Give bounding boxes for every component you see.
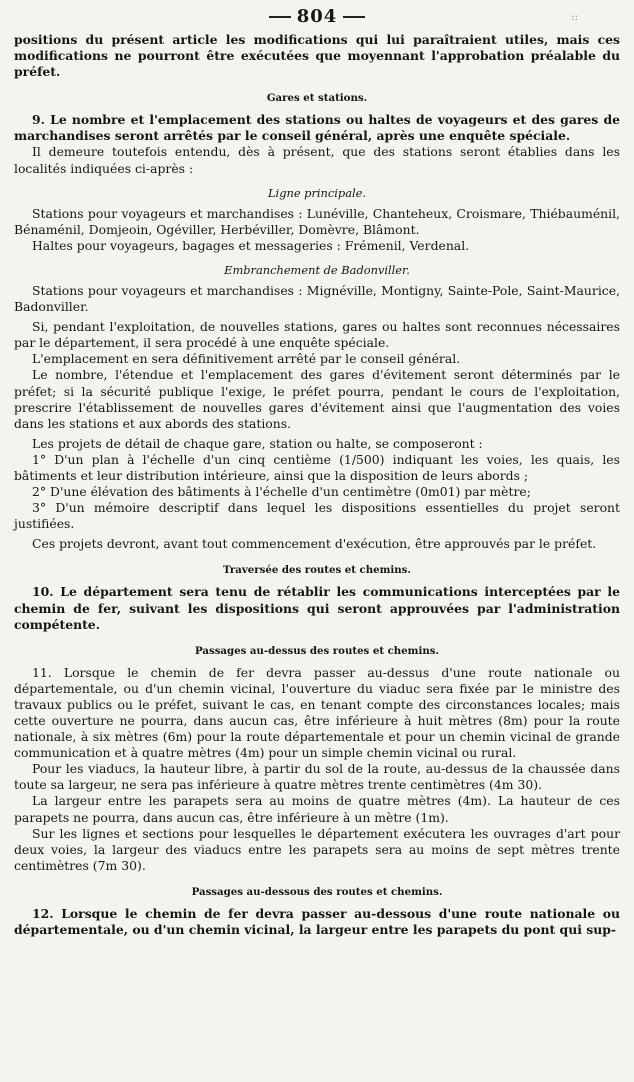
article-11-deux-voies: Sur les lignes et sections pour lesquelles le département exécutera les ouvrages d'art pour deux voies, la largeur des viaducs entre les parapets sera au moins de sept mètres trente centimètres (7m 30). xyxy=(14,825,620,873)
heading-passages-dessous: Passages au-dessous des routes et chemins. xyxy=(191,885,443,898)
list-item-plan: 1° D'un plan à l'échelle d'un cinq centième (1/500) indiquant les voies, les quais, les bâtiments et leur distribution intérieure, ainsi que la disposition de leurs abords ; xyxy=(14,451,620,483)
article-12: 12. Lorsque le chemin de fer devra passer au-dessous d'une route nationale ou départementale, ou d'un chemin vicinal, la largeur entre les parapets du pont qui sup- xyxy=(14,905,620,938)
heading-gares: Gares et stations. xyxy=(266,92,368,105)
heading-passages-dessus: Passages au-dessus des routes et chemins. xyxy=(194,644,440,657)
page-number-text: 804 xyxy=(296,6,338,27)
paragraph-projets: Les projets de détail de chaque gare, station ou halte, se composeront : xyxy=(32,435,483,451)
intro-paragraph: positions du présent article les modifications qui lui paraîtraient utiles, mais ces modifications ne pourront être exécutées que moyennant l'approbation préalable du préfet. xyxy=(14,32,620,80)
ligne-stations: Stations pour voyageurs et marchandises : Lunéville, Chanteheux, Croismare, Thiébauménil, Bénaménil, Domjeoin, Ogéviller, Herbéviller, Domèvre, Blâmont. xyxy=(14,205,620,237)
list-item-elevation: 2° D'une élévation des bâtiments à l'échelle d'un centimètre (0m01) par mètre; xyxy=(32,484,531,500)
heading-ligne-principale: Ligne principale. xyxy=(267,185,367,200)
article-10: 10. Le département sera tenu de rétablir les communications interceptées par le chemin de fer, suivant les dispositions qui seront approuvées par l'administration compétente. xyxy=(14,584,620,632)
paragraph-gares-evitement: Le nombre, l'étendue et l'emplacement des gares d'évitement seront déterminés par le préfet; si la sécurité publique l'exige, le préfet pourra, pendant le cours de l'exploitation, prescrire l'établissement de nouvelles gares d'évitement ainsi que l'augmentation des voies dans les stations et aux abords des stations. xyxy=(14,367,620,431)
paragraph-emplacement: L'emplacement en sera définitivement arrêté par le conseil général. xyxy=(32,351,461,367)
left-dash xyxy=(269,16,291,18)
article-11-hauteur: Pour les viaducs, la hauteur libre, à partir du sol de la route, au-dessus de la chaussée dans toute sa largeur, ne sera pas inférieure à quatre mètres trente centimètres (4m 30). xyxy=(14,761,620,793)
heading-traversee: Traversée des routes et chemins. xyxy=(223,564,411,577)
paragraph-approbation: Ces projets devront, avant tout commencement d'exécution, être approuvés par le préfet. xyxy=(32,536,597,552)
article-9-b: Il demeure toutefois entendu, dès à présent, que des stations seront établies dans les localités indiquées ci-après : xyxy=(14,144,620,176)
article-9: 9. Le nombre et l'emplacement des stations ou haltes de voyageurs et des gares de marchandises seront arrêtés par le conseil général, après une enquête spéciale. xyxy=(14,112,620,144)
ligne-haltes: Haltes pour voyageurs, bagages et messageries : Frémenil, Verdenal. xyxy=(32,237,470,253)
corner-mark: :: xyxy=(571,12,578,23)
article-11: 11. Lorsque le chemin de fer devra passer au-dessus d'une route nationale ou départementale, ou d'un chemin vicinal, l'ouverture du viaduc sera fixée par le ministre des travaux publics ou le préfet, suivant le cas, en tenant compte des circonstances locales; mais cette ouverture ne pourra, dans aucun cas, être inférieure à huit mètres (8m) pour la route nationale, à six mètres (6m) pour la route départementale et pour un chemin vicinal de grande communication et à quatre mètres (4m) pour un simple chemin vicinal ou rural. xyxy=(14,664,620,761)
right-dash xyxy=(343,16,365,18)
paragraph-nouvelles-stations: Si, pendant l'exploitation, de nouvelles stations, gares ou haltes sont reconnues nécessaires par le département, il sera procédé à une enquête spéciale. xyxy=(14,319,620,351)
embranchement-stations: Stations pour voyageurs et marchandises : Mignéville, Montigny, Sainte-Pole, Saint-Maurice, Badonviller. xyxy=(14,282,620,315)
article-11-largeur: La largeur entre les parapets sera au moins de quatre mètres (4m). La hauteur de ces parapets ne pourra, dans aucun cas, être inférieure à un mètre (1m). xyxy=(14,793,620,825)
list-item-memoire: 3° D'un mémoire descriptif dans lequel les dispositions essentielles du projet seront justifiées. xyxy=(14,500,620,532)
heading-embranchement: Embranchement de Badonviller. xyxy=(224,262,410,277)
page-number xyxy=(14,6,620,28)
